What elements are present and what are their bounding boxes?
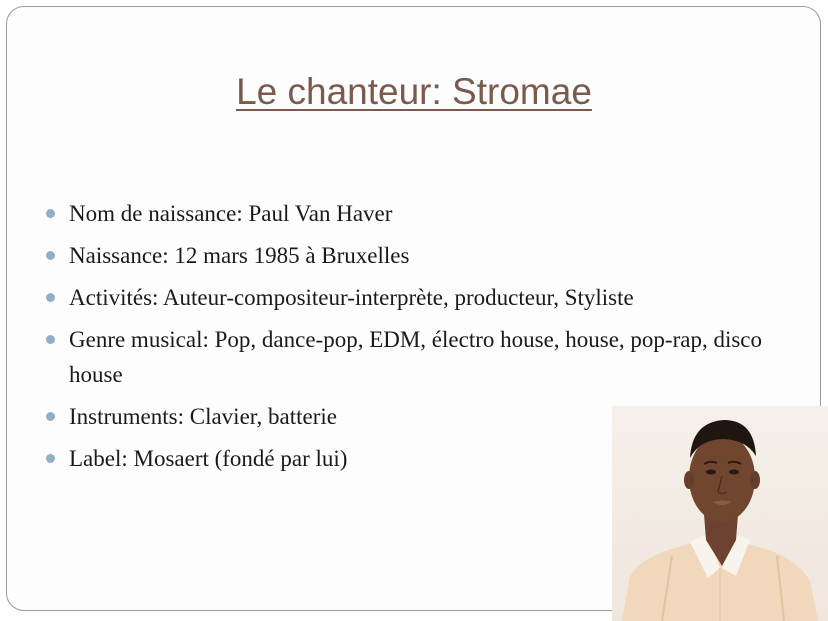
list-item: Instruments: Clavier, batterie xyxy=(46,399,786,434)
bullet-icon xyxy=(46,293,55,302)
list-item: Nom de naissance: Paul Van Haver xyxy=(46,196,786,231)
list-item: Activités: Auteur-compositeur-interprète, producteur, Styliste xyxy=(46,280,786,315)
bullet-icon xyxy=(46,454,55,463)
portrait-illustration xyxy=(612,406,828,621)
slide-title: Le chanteur: Stromae xyxy=(236,71,592,112)
bullet-icon xyxy=(46,251,55,260)
portrait-photo xyxy=(612,406,828,621)
bullet-icon xyxy=(46,209,55,218)
bullet-icon xyxy=(46,335,55,344)
list-item: Label: Mosaert (fondé par lui) xyxy=(46,441,786,476)
list-item: Genre musical: Pop, dance-pop, EDM, électro house, house, pop-rap, disco house xyxy=(46,322,786,392)
bullet-icon xyxy=(46,412,55,421)
list-item: Naissance: 12 mars 1985 à Bruxelles xyxy=(46,238,786,273)
